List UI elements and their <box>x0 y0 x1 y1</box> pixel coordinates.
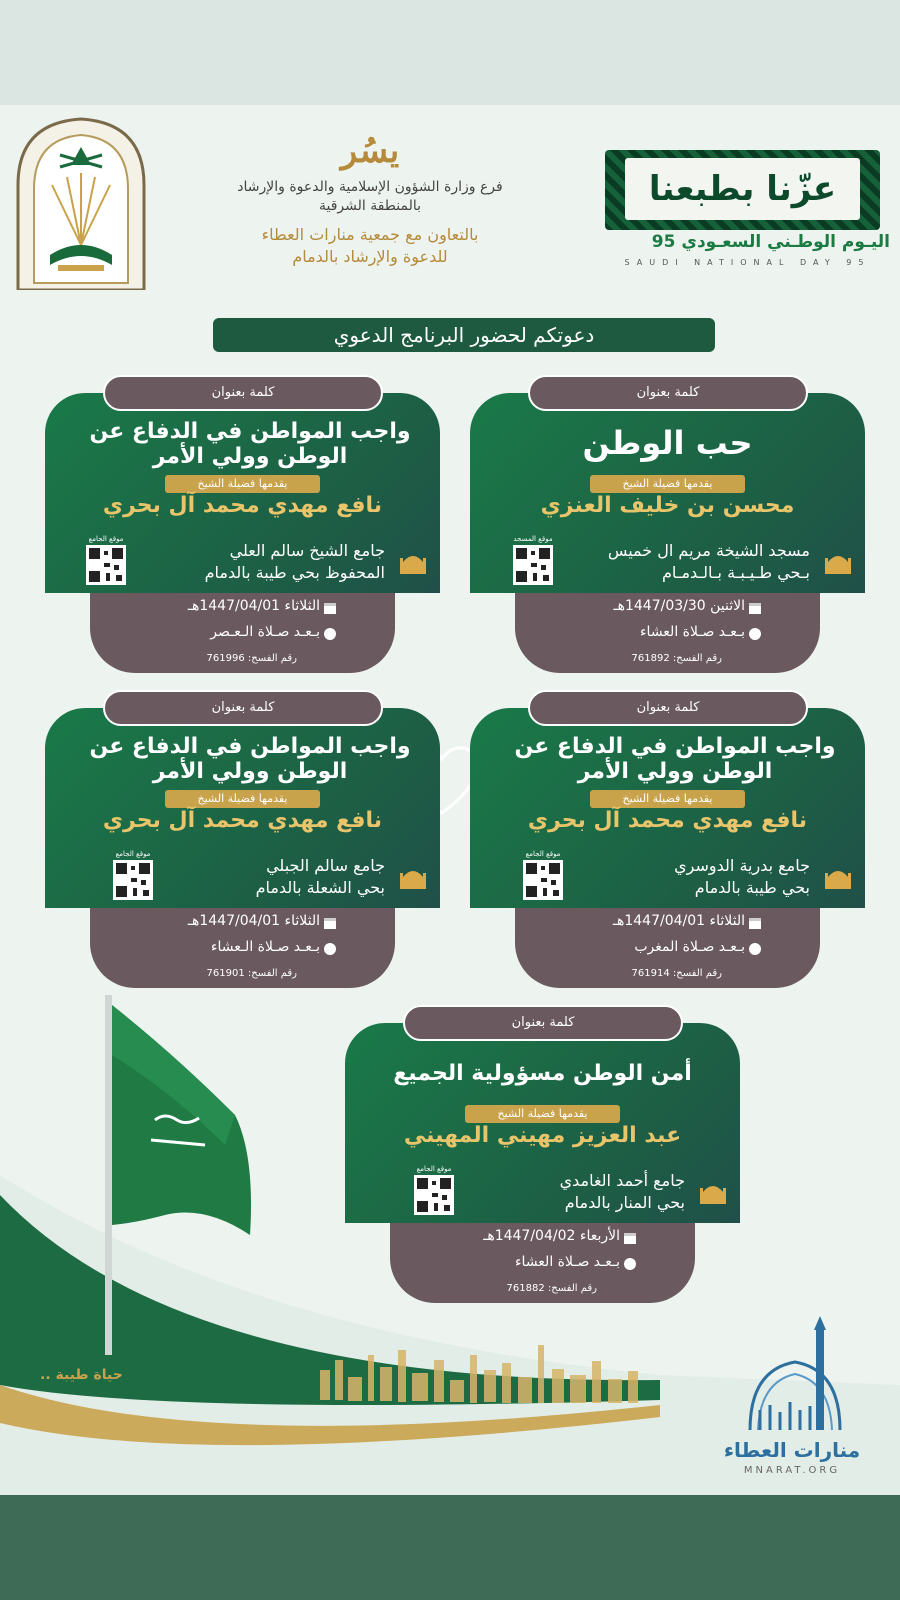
event-card-3 <box>470 690 865 995</box>
clock-icon <box>323 942 337 956</box>
event-time: بـعـد صـلاة الـعـصر <box>210 624 320 640</box>
bottom-bar <box>0 1495 900 1600</box>
coop-line-2: للدعوة والإرشاد بالدمام <box>292 247 448 266</box>
qr-label: موقع المسجد <box>513 535 553 543</box>
presents-heading: يسُر <box>340 131 400 171</box>
qr-code-icon[interactable] <box>513 545 553 585</box>
card-tag: كلمة بعنوان <box>528 690 808 726</box>
speaker-name: نافع مهدي محمد آل بحري <box>102 493 383 518</box>
event-date: الثلاثاء 1447/04/01هـ <box>187 598 320 614</box>
saudi-flag-icon <box>85 995 275 1355</box>
card-tag: كلمة بعنوان <box>528 375 808 411</box>
permit-number: رقم الفسح: 761892 <box>631 653 722 664</box>
national-day-slogan: عزّنا بطبعنا <box>625 158 860 220</box>
branch-line-2: بالمنطقة الشرقية <box>318 198 422 214</box>
qr-label: موقع الجامع <box>525 850 561 858</box>
venue-line-1: جامع أحمد الغامدي <box>559 1171 685 1190</box>
card-body <box>470 708 865 908</box>
event-date: الاثنين 1447/03/30هـ <box>613 598 745 614</box>
ministry-emblem-icon <box>12 115 150 290</box>
mosque-icon <box>823 546 853 576</box>
national-day-pattern <box>605 150 880 230</box>
card-title: واجب المواطن في الدفاع عن الوطن وولي الأمر <box>514 734 836 784</box>
card-details <box>90 908 395 988</box>
venue-line-1: جامع الشيخ سالم العلي <box>229 541 385 560</box>
permit-number: رقم الفسح: 761914 <box>631 968 722 979</box>
event-time: بـعـد صـلاة العشاء <box>514 1254 620 1270</box>
event-time: بـعـد صـلاة الـعشاء <box>210 939 320 955</box>
card-details <box>515 593 820 673</box>
event-card-1 <box>470 375 865 680</box>
poster <box>0 105 900 1495</box>
mosque-icon <box>698 1176 728 1206</box>
venue-line-2: بحي المنار بالدمام <box>564 1193 685 1212</box>
clock-icon <box>748 627 762 641</box>
venue-line-1: جامع سالم الجبلي <box>266 856 385 875</box>
permit-number: رقم الفسح: 761882 <box>506 1283 597 1294</box>
qr-code-icon[interactable] <box>113 860 153 900</box>
card-details <box>390 1223 695 1303</box>
speaker-name: نافع مهدي محمد آل بحري <box>527 808 808 833</box>
qr-code-icon[interactable] <box>414 1175 454 1215</box>
event-card-2 <box>45 375 440 680</box>
venue-line-2: بحي طيبة بالدمام <box>694 878 810 897</box>
clock-icon <box>623 1257 637 1271</box>
national-day-arabic: اليـوم الوطـني السعـودي 95 <box>651 232 890 252</box>
card-details <box>90 593 395 673</box>
permit-number: رقم الفسح: 761996 <box>206 653 297 664</box>
venue-line-2: المحفوظ بحي طيبة بالدمام <box>204 563 385 582</box>
speaker-name: محسن بن خليف العنزي <box>540 493 795 518</box>
permit-number: رقم الفسح: 761901 <box>206 968 297 979</box>
calendar-icon <box>323 916 337 930</box>
calendar-icon <box>323 601 337 615</box>
qr-code-icon[interactable] <box>523 860 563 900</box>
speaker-name: عبد العزيز مهيني المهيني <box>403 1123 682 1148</box>
calendar-icon <box>748 601 762 615</box>
national-day-english: SAUDI NATIONAL DAY 95 <box>624 258 871 267</box>
venue-line-1: جامع بدرية الدوسري <box>674 856 810 875</box>
presented-by-label: يقدمها فضيلة الشيخ <box>590 475 745 493</box>
card-body <box>345 1023 740 1223</box>
card-tag: كلمة بعنوان <box>103 375 383 411</box>
qr-label: موقع الجامع <box>416 1165 452 1173</box>
event-date: الثلاثاء 1447/04/01هـ <box>612 913 745 929</box>
mosque-icon <box>398 546 428 576</box>
national-day-logo <box>605 150 890 275</box>
qr-label: موقع الجامع <box>115 850 151 858</box>
card-title: واجب المواطن في الدفاع عن الوطن وولي الأمر <box>89 734 411 784</box>
card-body <box>470 393 865 593</box>
speaker-name: نافع مهدي محمد آل بحري <box>102 808 383 833</box>
card-body <box>45 708 440 908</box>
qr-label: موقع الجامع <box>88 535 124 543</box>
card-title: واجب المواطن في الدفاع عن الوطن وولي الأمر <box>89 419 411 469</box>
clock-icon <box>748 942 762 956</box>
event-date: الثلاثاء 1447/04/01هـ <box>187 913 320 929</box>
invite-banner: دعوتكم لحضور البرنامج الدعوي <box>213 318 715 352</box>
footer-tagline: حياة طيبة .. <box>40 1367 123 1383</box>
event-card-5 <box>345 1005 740 1310</box>
card-details <box>515 908 820 988</box>
card-title: أمن الوطن مسؤولية الجميع <box>393 1061 692 1086</box>
venue-line-2: بـحي طـيـبـة بـالـدمـام <box>661 563 810 582</box>
qr-code-icon[interactable] <box>86 545 126 585</box>
event-time: بـعـد صـلاة المغرب <box>634 939 745 955</box>
event-card-4 <box>45 690 440 995</box>
card-title: حب الوطن <box>582 424 753 462</box>
presented-by-label: يقدمها فضيلة الشيخ <box>165 790 320 808</box>
presented-by-label: يقدمها فضيلة الشيخ <box>590 790 745 808</box>
org-name-english: MNARAT.ORG <box>743 1465 841 1476</box>
card-body <box>45 393 440 593</box>
venue-line-1: مسجد الشيخة مريم ال خميس <box>607 541 810 560</box>
mosque-icon <box>398 861 428 891</box>
calendar-icon <box>623 1231 637 1245</box>
card-tag: كلمة بعنوان <box>403 1005 683 1041</box>
card-tag: كلمة بعنوان <box>103 690 383 726</box>
coop-line-1: بالتعاون مع جمعية منارات العطاء <box>261 225 479 244</box>
presented-by-label: يقدمها فضيلة الشيخ <box>165 475 320 493</box>
calendar-icon <box>748 916 762 930</box>
org-name-arabic: منارات العطاء <box>723 1438 861 1462</box>
top-bar <box>0 0 900 105</box>
header-text <box>190 130 550 268</box>
branch-line-1: فرع وزارة الشؤون الإسلامية والدعوة والإرشاد <box>237 179 503 195</box>
event-date: الأربعاء 1447/04/02هـ <box>483 1228 620 1244</box>
clock-icon <box>323 627 337 641</box>
mosque-icon <box>823 861 853 891</box>
venue-line-2: بحي الشعلة بالدمام <box>255 878 385 897</box>
presented-by-label: يقدمها فضيلة الشيخ <box>465 1105 620 1123</box>
event-time: بـعـد صـلاة العشاء <box>639 624 745 640</box>
